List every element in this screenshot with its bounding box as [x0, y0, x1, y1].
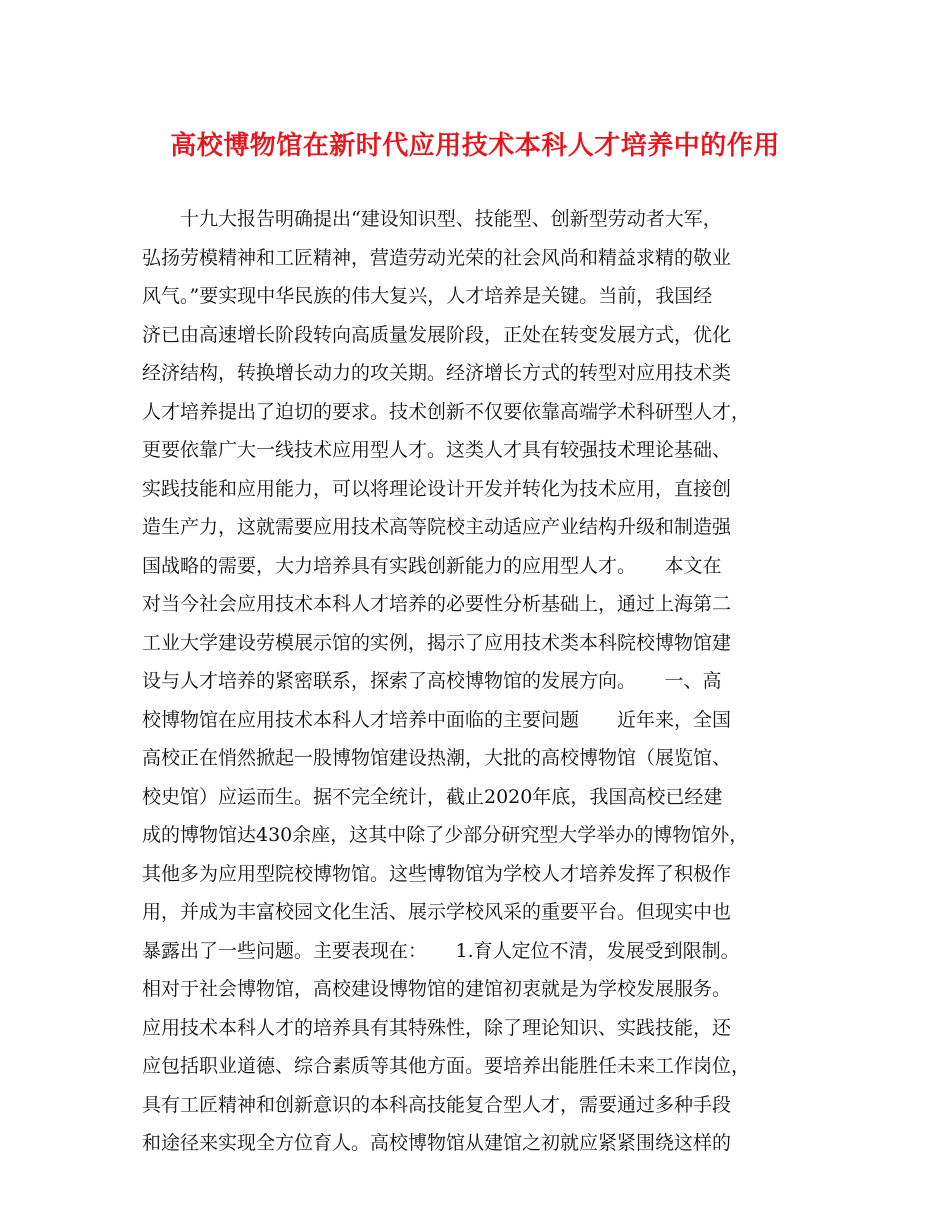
body-line: 暴露出了一些问题。主要表现在： 1.育人定位不清，发展受到限制。	[142, 939, 740, 962]
body-line: 其他多为应用型院校博物馆。这些博物馆为学校人才培养发挥了积极作	[142, 862, 732, 885]
body-line: 相对于社会博物馆，高校建设博物馆的建馆初衷就是为学校发展服务。	[142, 978, 732, 1000]
body-line: 经济结构，转换增长动力的攻关期。经济增长方式的转型对应用技术类	[142, 362, 732, 384]
body-line: 校博物馆在应用技术本科人才培养中面临的主要问题 近年来，全国	[142, 708, 732, 731]
body-line: 应用技术本科人才的培养具有其特殊性，除了理论知识、实践技能，还	[142, 1016, 732, 1039]
document-title: 高校博物馆在新时代应用技术本科人才培养中的作用	[170, 131, 780, 161]
body-line: 具有工匠精神和创新意识的本科高技能复合型人才，需要通过多种手段	[142, 1093, 732, 1116]
body-line: 风气。”要实现中华民族的伟大复兴，人才培养是关键。当前，我国经	[142, 285, 713, 307]
body-line: 十九大报告明确提出“建设知识型、技能型、创新型劳动者大军，	[180, 208, 722, 230]
body-line: 设与人才培养的紧密联系，探索了高校博物馆的发展方向。 一、高	[142, 670, 722, 692]
body-line: 实践技能和应用能力，可以将理论设计开发并转化为技术应用，直接创	[142, 477, 732, 500]
body-line: 成的博物馆达430余座，这其中除了少部分研究型大学举办的博物馆外，	[142, 824, 749, 846]
body-line: 工业大学建设劳模展示馆的实例，揭示了应用技术类本科院校博物馆建	[142, 631, 732, 654]
body-line: 济已由高速增长阶段转向高质量发展阶段，正处在转变发展方式，优化	[142, 323, 732, 346]
body-line: 国战略的需要，大力培养具有实践创新能力的应用型人才。 本文在	[142, 554, 722, 577]
body-line: 高校正在悄然掀起一股博物馆建设热潮，大批的高校博物馆（展览馆、	[142, 747, 732, 769]
body-line: 造生产力，这就需要应用技术高等院校主动适应产业结构升级和制造强	[142, 516, 732, 538]
body-line: 校史馆）应运而生。据不完全统计，截止2020年底，我国高校已经建	[142, 785, 723, 808]
body-line: 和途径来实现全方位育人。高校博物馆从建馆之初就应紧紧围绕这样的	[142, 1132, 732, 1154]
document-body	[142, 200, 822, 1163]
body-line: 人才培养提出了迫切的要求。技术创新不仅要依靠高端学术科研型人才，	[142, 400, 751, 423]
body-line: 更要依靠广大一线技术应用型人才。这类人才具有较强技术理论基础、	[142, 439, 732, 461]
body-line: 弘扬劳模精神和工匠精神，营造劳动光荣的社会风尚和精益求精的敬业	[142, 246, 732, 269]
body-line: 对当今社会应用技术本科人才培养的必要性分析基础上，通过上海第二	[142, 593, 732, 615]
body-line: 应包括职业道德、综合素质等其他方面。要培养出能胜任未来工作岗位，	[142, 1055, 751, 1077]
body-line: 用，并成为丰富校园文化生活、展示学校风采的重要平台。但现实中也	[142, 901, 732, 923]
